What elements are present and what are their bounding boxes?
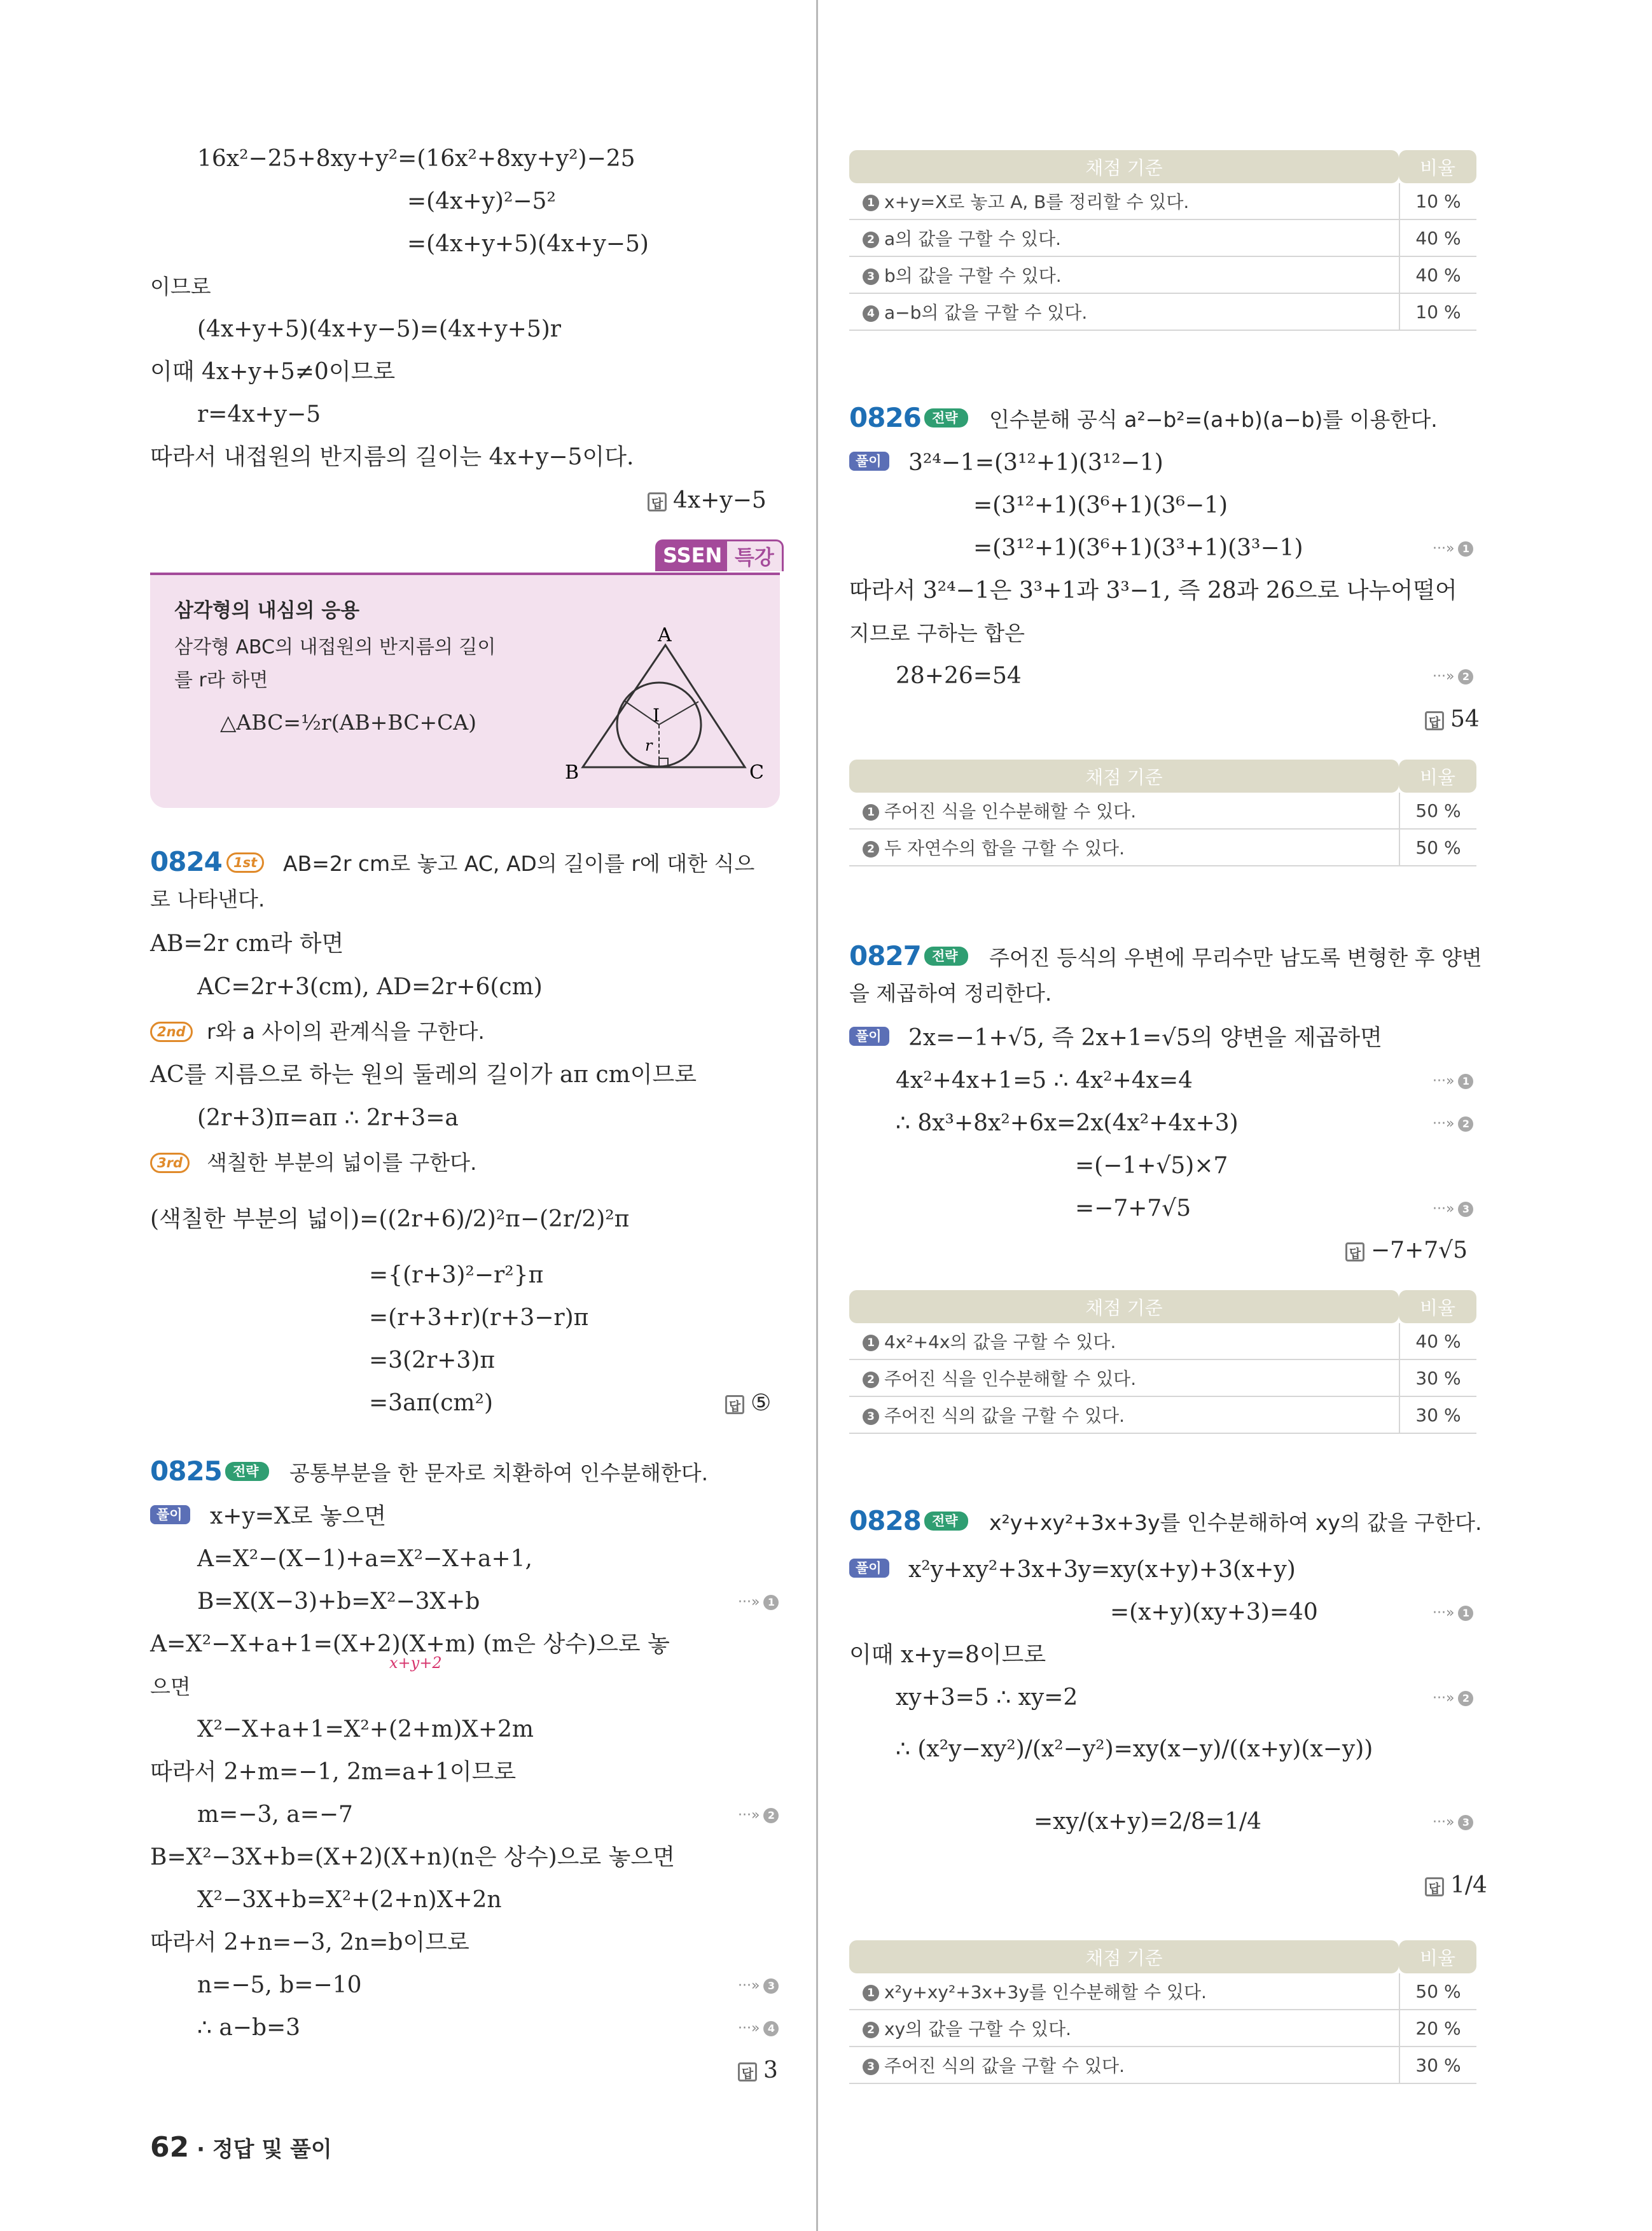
criteria-header: 채점 기준 <box>849 1290 1399 1323</box>
criteria-header: 채점 기준 <box>849 150 1399 183</box>
table-row: 2 주어진 식을 인수분해할 수 있다. 30 % <box>849 1360 1476 1397</box>
sol-line: A=X²−(X−1)+a=X²−X+a+1, <box>197 1546 532 1572</box>
table-row: 1 주어진 식을 인수분해할 수 있다. 50 % <box>849 793 1476 830</box>
sol-line: 28+26=54 <box>896 663 1022 689</box>
vertex-c-label: C <box>749 761 764 784</box>
answer-icon: 답 <box>725 1395 744 1414</box>
box-line: 를 r라 하면 <box>174 669 268 692</box>
special-tag: 특강 <box>725 539 784 571</box>
score-table <box>849 1290 1476 1434</box>
vertex-a-label: A <box>658 626 672 646</box>
strategy-text: 색칠한 부분의 넓이를 구한다. <box>207 1150 477 1175</box>
sol-line: 3²⁴−1=(3¹²+1)(3¹²−1) <box>908 450 1163 476</box>
strategy-text: 로 나타낸다. <box>150 887 265 912</box>
strategy-text: 인수분해 공식 a²−b²=(a+b)(a−b)를 이용한다. <box>989 407 1438 432</box>
solution-tag: 풀이 <box>849 1559 889 1578</box>
text-line: 이때 4x+y+5≠0이므로 <box>150 359 396 385</box>
sol-line: =3aπ(cm²) <box>369 1390 494 1416</box>
answer <box>648 487 767 513</box>
sol-line: 따라서 3²⁴−1은 3³+1과 3³−1, 즉 28과 26으로 나누어떨어 <box>849 578 1457 604</box>
ratio-header: 비율 <box>1399 1290 1476 1323</box>
sol-line: (색칠한 부분의 넓이)=((2r+6)/2)²π−(2r/2)²π <box>150 1206 630 1232</box>
sol-line: AC=2r+3(cm), AD=2r+6(cm) <box>197 974 543 1000</box>
strategy-tag: 전략 <box>924 408 968 427</box>
step-mark: ···» 1 <box>1433 1073 1473 1089</box>
solution-tag: 풀이 <box>849 1027 889 1046</box>
strategy-text: 을 제곱하여 정리한다. <box>849 981 1052 1006</box>
sol-line: =(3¹²+1)(3⁶+1)(3⁶−1) <box>973 492 1228 518</box>
table-row: 1 x+y=X로 놓고 A, B를 정리할 수 있다. 10 % <box>849 183 1476 220</box>
step-mark: ···» 2 <box>1433 1116 1473 1132</box>
table-row: 3 b의 값을 구할 수 있다. 40 % <box>849 257 1476 294</box>
sol-line: =3(2r+3)π <box>369 1347 495 1373</box>
answer-icon: 답 <box>738 2062 757 2082</box>
answer-value: −7+7√5 <box>1371 1237 1468 1263</box>
sol-line: 따라서 2+n=−3, 2n=b이므로 <box>150 1929 469 1956</box>
problem-number: 0824 <box>150 846 222 877</box>
strategy-text: AB=2r cm로 놓고 AC, AD의 길이를 r에 대한 식으 <box>283 851 755 876</box>
solution-tag: 풀이 <box>849 452 889 471</box>
substitution-note: x+y+2 <box>389 1654 442 1672</box>
text-line: 지므로 구하는 합은 <box>849 621 1025 646</box>
sol-line: =−7+7√5 <box>1075 1195 1191 1221</box>
problem-number: 0827 <box>849 940 921 971</box>
step-mark: ···» 3 <box>738 1978 779 1994</box>
step-mark: ···» 1 <box>1433 541 1473 557</box>
problem-number: 0825 <box>150 1456 222 1487</box>
eq-line: =(4x+y+5)(4x+y−5) <box>407 231 649 257</box>
eq-line: 16x²−25+8xy+y²=(16x²+8xy+y²)−25 <box>197 146 635 172</box>
page-footer: 62 · 정답 및 풀이 <box>150 2131 332 2164</box>
answer-value: 1/4 <box>1450 1872 1487 1898</box>
strategy-tag: 전략 <box>924 947 968 966</box>
score-table <box>849 760 1476 866</box>
sol-line: =(−1+√5)×7 <box>1075 1153 1228 1179</box>
step-mark: ···» 2 <box>738 1807 779 1823</box>
answer-value: 54 <box>1450 706 1480 732</box>
vertex-b-label: B <box>565 761 580 784</box>
sol-line: 따라서 2+m=−1, 2m=a+1이므로 <box>150 1759 517 1785</box>
ssen-tag: SSEN <box>655 539 730 571</box>
sol-line: x+y=X로 놓으면 <box>210 1503 387 1529</box>
box-title: 삼각형의 내심의 응용 <box>174 599 360 622</box>
step-tag: 1st <box>226 852 264 873</box>
eq-line: (4x+y+5)(4x+y−5)=(4x+y+5)r <box>197 316 561 342</box>
table-row: 2 a의 값을 구할 수 있다. 40 % <box>849 220 1476 257</box>
criteria-header: 채점 기준 <box>849 1940 1399 1973</box>
text-line: 이므로 <box>150 274 211 299</box>
score-table <box>849 150 1476 331</box>
sol-line: 4x²+4x+1=5 ∴ 4x²+4x=4 <box>896 1067 1193 1094</box>
answer-icon: 답 <box>648 492 667 511</box>
step-tag: 2nd <box>150 1022 193 1042</box>
footer-text: 정답 및 풀이 <box>212 2137 332 2162</box>
answer <box>1425 1872 1487 1898</box>
step-tag: 3rd <box>150 1153 190 1173</box>
sol-line: =(r+3+r)(r+3−r)π <box>369 1305 589 1331</box>
sol-line: ∴ (x²y−xy²)/(x²−y²)=xy(x−y)/((x+y)(x−y)) <box>896 1736 1373 1762</box>
sol-line: m=−3, a=−7 <box>197 1802 353 1828</box>
sol-line: =(x+y)(xy+3)=40 <box>1110 1599 1318 1625</box>
strategy-text: r와 a 사이의 관계식을 구한다. <box>207 1019 485 1044</box>
table-row: 3 주어진 식의 값을 구할 수 있다. 30 % <box>849 1397 1476 1434</box>
radius-line <box>659 702 698 725</box>
answer <box>1425 706 1480 732</box>
ssen-box <box>150 573 780 808</box>
strategy-text: 공통부분을 한 문자로 치환하여 인수분해한다. <box>289 1461 709 1485</box>
problem-number: 0828 <box>849 1505 921 1536</box>
page-number: 62 <box>150 2131 190 2164</box>
answer <box>725 1390 771 1416</box>
column-divider <box>816 0 818 2231</box>
answer-icon: 답 <box>1425 711 1444 730</box>
step-mark: ···» 2 <box>1433 1690 1473 1706</box>
answer <box>738 2057 778 2083</box>
strategy-text: 주어진 등식의 우변에 무리수만 남도록 변형한 후 양변 <box>989 945 1482 970</box>
sol-line: ∴ a−b=3 <box>197 2015 301 2041</box>
table-row: 4 a−b의 값을 구할 수 있다. 10 % <box>849 294 1476 331</box>
answer-value: ⑤ <box>751 1390 772 1416</box>
table-row: 2 두 자연수의 합을 구할 수 있다. 50 % <box>849 830 1476 866</box>
triangle-abc <box>583 645 745 767</box>
criteria-header: 채점 기준 <box>849 760 1399 793</box>
answer-icon: 답 <box>1345 1242 1364 1261</box>
sol-line: A=X²−X+a+1=(X+2)(X+m) (m은 상수)으로 놓 <box>150 1631 670 1657</box>
sol-line: ∴ 8x³+8x²+6x=2x(4x²+4x+3) <box>896 1110 1239 1136</box>
problem-number: 0826 <box>849 402 921 433</box>
sol-line: AB=2r cm라 하면 <box>150 931 344 957</box>
eq-line: r=4x+y−5 <box>197 401 321 427</box>
text-line: 따라서 내접원의 반지름의 길이는 4x+y−5이다. <box>150 444 634 470</box>
sol-line: X²−X+a+1=X²+(2+m)X+2m <box>197 1716 534 1742</box>
answer-value: 3 <box>763 2057 778 2083</box>
sol-line: X²−3X+b=X²+(2+n)X+2n <box>197 1887 502 1913</box>
radius-label: r <box>645 737 653 754</box>
triangle-diagram <box>564 626 780 804</box>
sol-line: (2r+3)π=aπ ∴ 2r+3=a <box>197 1105 459 1131</box>
sol-line: 이때 x+y=8이므로 <box>849 1642 1046 1668</box>
step-mark: ···» 3 <box>1433 1814 1473 1830</box>
sol-line: xy+3=5 ∴ xy=2 <box>896 1685 1078 1711</box>
box-line: 삼각형 ABC의 내접원의 반지름의 길이 <box>174 636 496 658</box>
table-row: 1 4x²+4x의 값을 구할 수 있다. 40 % <box>849 1323 1476 1360</box>
answer-value: 4x+y−5 <box>673 487 767 513</box>
strategy-text: x²y+xy²+3x+3y를 인수분해하여 xy의 값을 구한다. <box>989 1510 1482 1535</box>
strategy-tag: 전략 <box>225 1462 269 1481</box>
box-formula: △ABC=½r(AB+BC+CA) <box>220 710 477 735</box>
answer <box>1345 1237 1468 1263</box>
sol-line: 2x=−1+√5, 즉 2x+1=√5의 양변을 제곱하면 <box>908 1025 1382 1051</box>
sol-line: B=X(X−3)+b=X²−3X+b <box>197 1588 480 1615</box>
strategy-tag: 전략 <box>924 1512 968 1531</box>
step-mark: ···» 2 <box>1433 669 1473 685</box>
score-table <box>849 1940 1476 2084</box>
ratio-header: 비율 <box>1399 150 1476 183</box>
step-mark: ···» 1 <box>738 1594 779 1610</box>
step-mark: ···» 1 <box>1433 1605 1473 1621</box>
ratio-header: 비율 <box>1399 760 1476 793</box>
sol-line: x²y+xy²+3x+3y=xy(x+y)+3(x+y) <box>908 1557 1296 1583</box>
solution-tag: 풀이 <box>150 1505 190 1524</box>
sol-line: AC를 지름으로 하는 원의 둘레의 길이가 aπ cm이므로 <box>150 1062 697 1088</box>
sol-line: B=X²−3X+b=(X+2)(X+n)(n은 상수)으로 놓으면 <box>150 1844 675 1870</box>
ratio-header: 비율 <box>1399 1940 1476 1973</box>
sol-line: =xy/(x+y)=2/8=1/4 <box>1034 1809 1262 1835</box>
text-line: 으면 <box>150 1674 191 1699</box>
table-row: 2 xy의 값을 구할 수 있다. 20 % <box>849 2010 1476 2047</box>
table-row: 1 x²y+xy²+3x+3y를 인수분해할 수 있다. 50 % <box>849 1973 1476 2010</box>
table-row: 3 주어진 식의 값을 구할 수 있다. 30 % <box>849 2047 1476 2084</box>
incenter-label: I <box>653 705 660 726</box>
answer-icon: 답 <box>1425 1877 1444 1896</box>
sol-line: n=−5, b=−10 <box>197 1972 362 1998</box>
sol-line: ={(r+3)²−r²}π <box>369 1262 544 1288</box>
eq-line: =(4x+y)²−5² <box>407 188 556 214</box>
step-mark: ···» 4 <box>738 2020 779 2036</box>
step-mark: ···» 3 <box>1433 1201 1473 1217</box>
sol-line: =(3¹²+1)(3⁶+1)(3³+1)(3³−1) <box>973 535 1303 561</box>
